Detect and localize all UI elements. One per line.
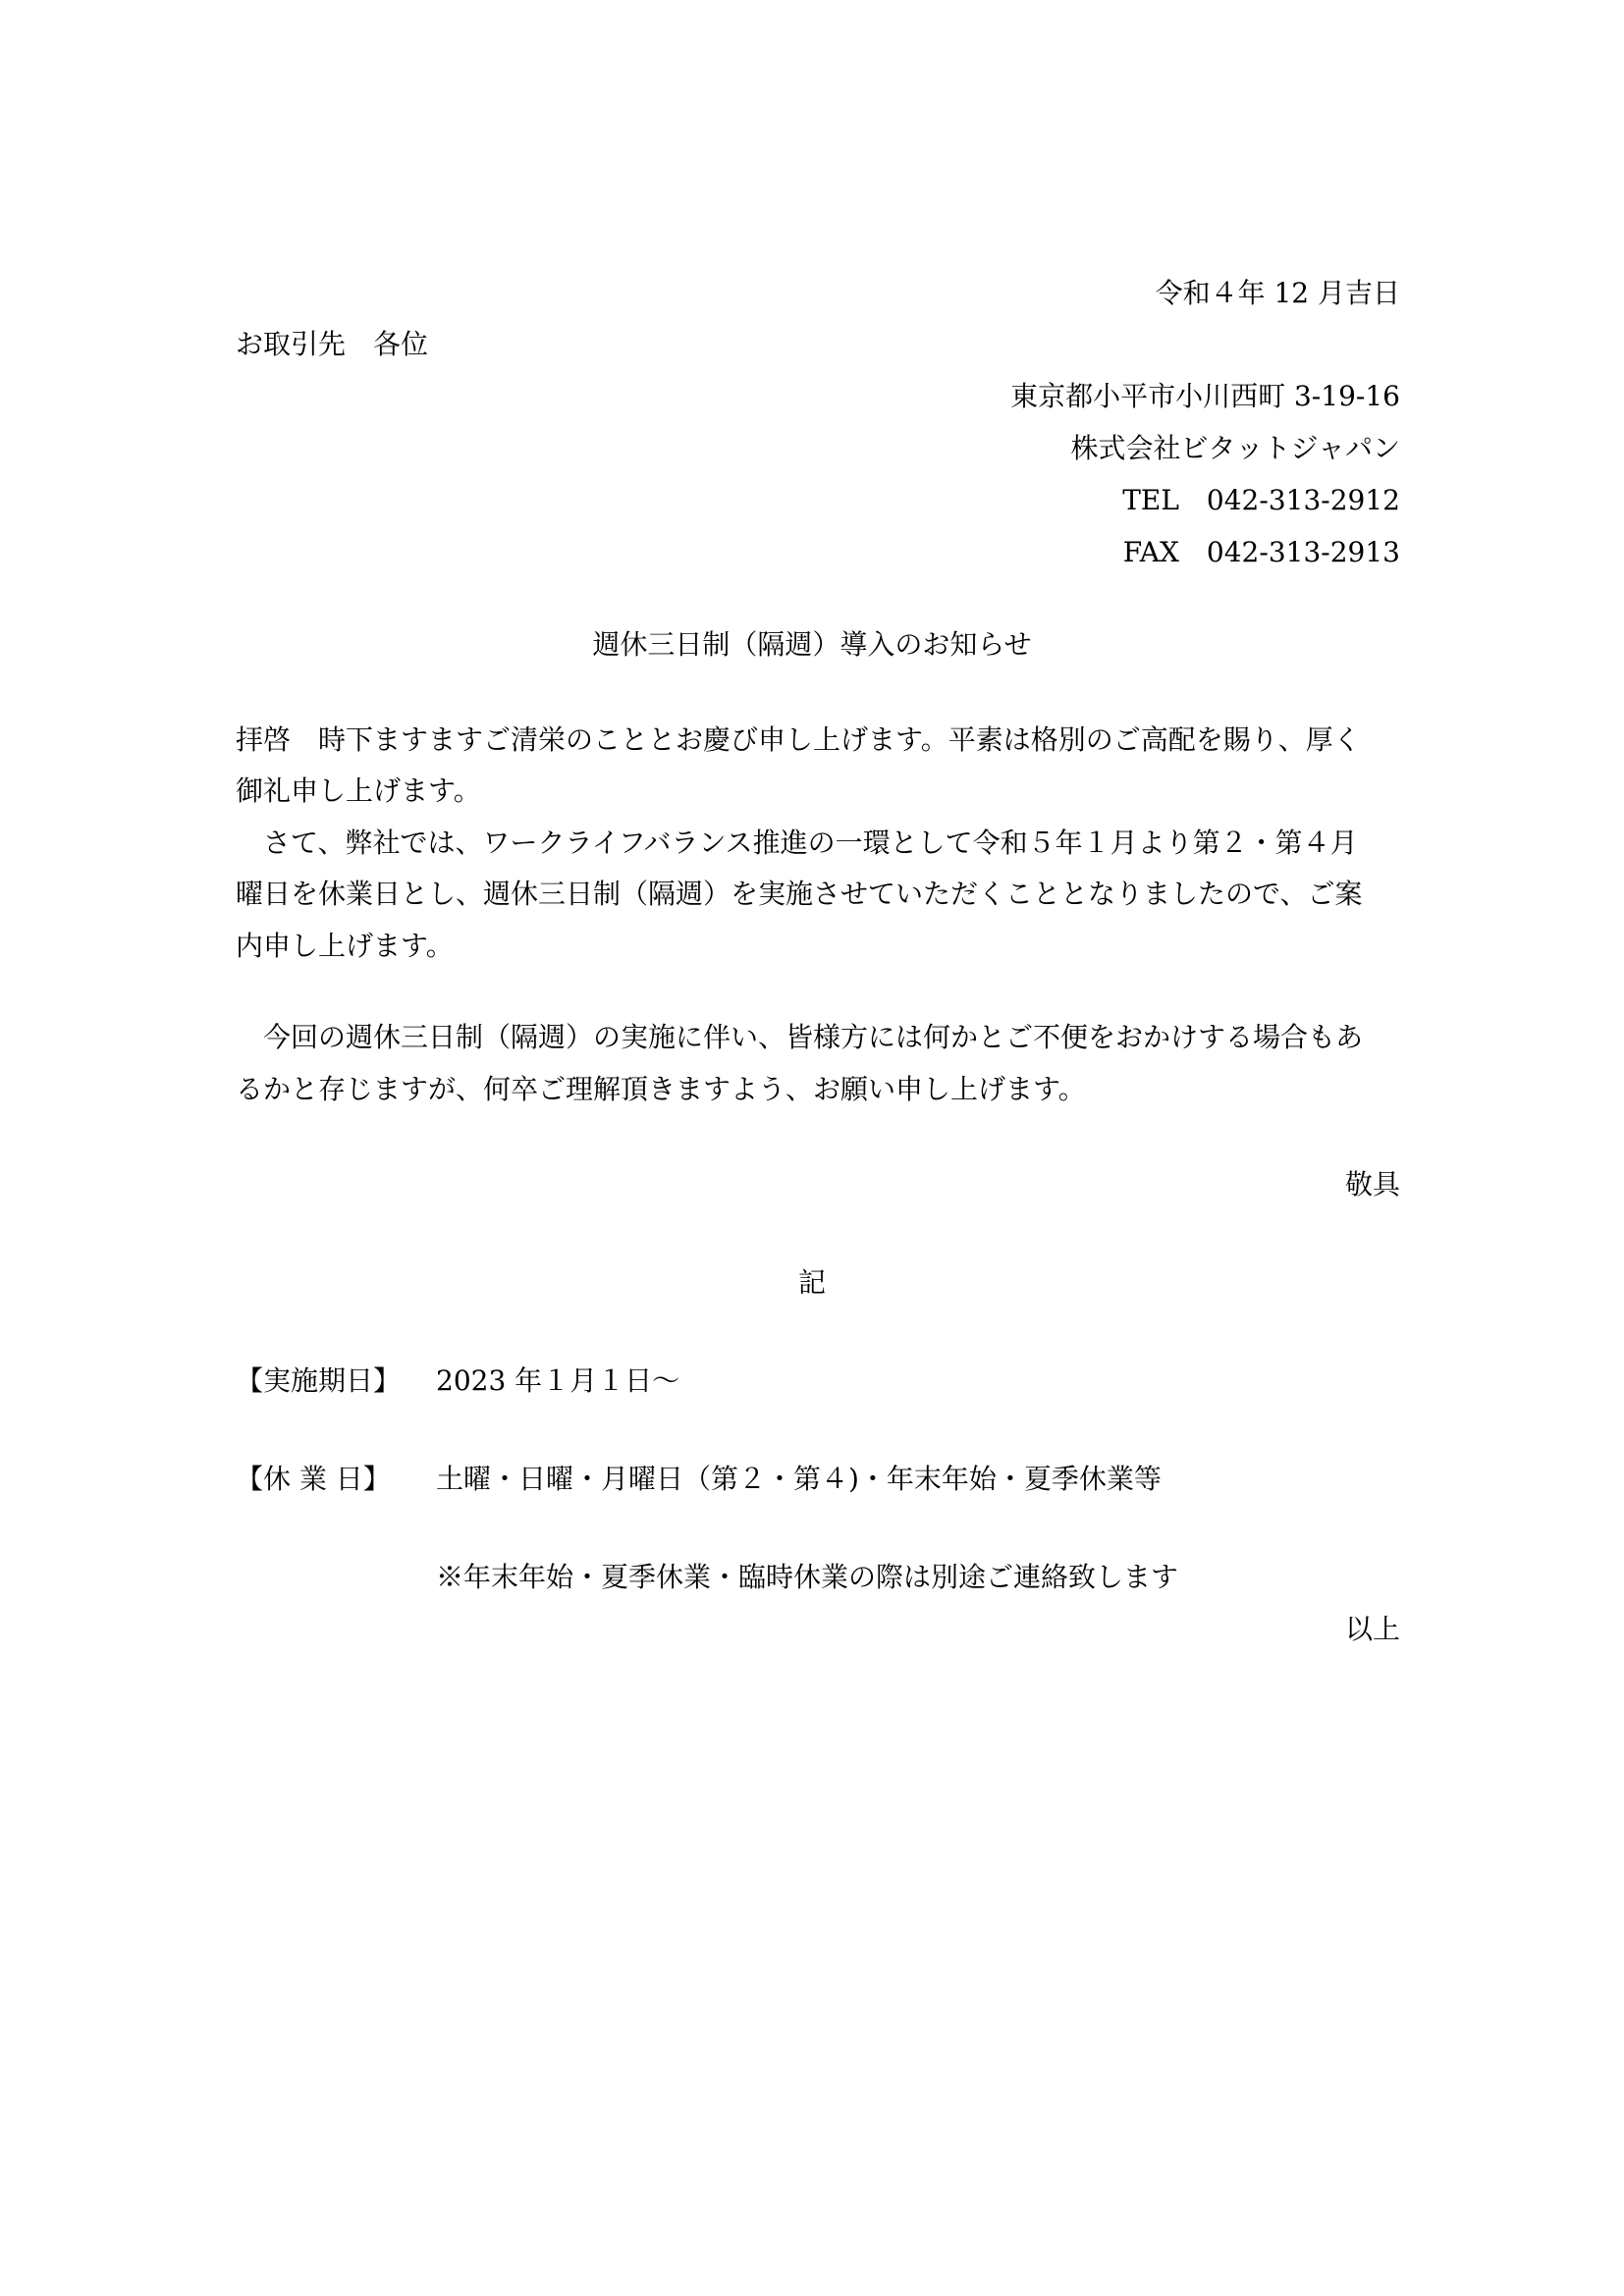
start-date-label: 【実施期日】 xyxy=(236,1364,402,1397)
letter-date: 令和４年 12 月吉日 xyxy=(1155,277,1400,309)
start-date-value: 2023 年１月１日〜 xyxy=(436,1364,680,1397)
sender-company: 株式会社ビタットジャパン xyxy=(1070,432,1400,464)
sender-fax: FAX 042-313-2913 xyxy=(1122,536,1400,568)
body-p3-line2: るかと存じますが、何卒ご理解頂きますよう、お願い申し上げます。 xyxy=(236,1073,1086,1105)
body-p1-line1: 拝啓 時下ますますご清栄のこととお慶び申し上げます。平素は格別のご高配を賜り、厚く xyxy=(236,723,1361,756)
closing-keigu: 敬具 xyxy=(1344,1168,1400,1201)
end-ijou: 以上 xyxy=(1344,1613,1400,1645)
body-p1-line2: 御礼申し上げます。 xyxy=(236,774,481,807)
body-p2-line3: 内申し上げます。 xyxy=(236,930,454,962)
body-p2-line2: 曜日を休業日とし、週休三日制（隔週）を実施させていただくこととなりましたので、ご案 xyxy=(236,878,1363,910)
holiday-note: ※年末年始・夏季休業・臨時休業の際は別途ご連絡致します xyxy=(436,1561,1179,1593)
body-p3-line1: 今回の週休三日制（隔週）の実施に伴い、皆様方には何かとご不便をおかけする場合もあ xyxy=(236,1021,1364,1053)
body-p2-line1: さて、弊社では、ワークライフバランス推進の一環として令和５年１月より第２・第４月 xyxy=(236,827,1358,859)
letter-title: 週休三日制（隔週）導入のお知らせ xyxy=(592,628,1032,661)
holiday-label: 【休 業 日】 xyxy=(236,1463,391,1495)
recipient: お取引先 各位 xyxy=(236,328,429,360)
sender-address: 東京都小平市小川西町 3-19-16 xyxy=(1010,380,1400,412)
ki-heading: 記 xyxy=(797,1266,826,1299)
sender-tel: TEL 042-313-2912 xyxy=(1122,484,1400,516)
holiday-value: 土曜・日曜・月曜日（第２・第４)・年末年始・夏季休業等 xyxy=(436,1463,1162,1495)
